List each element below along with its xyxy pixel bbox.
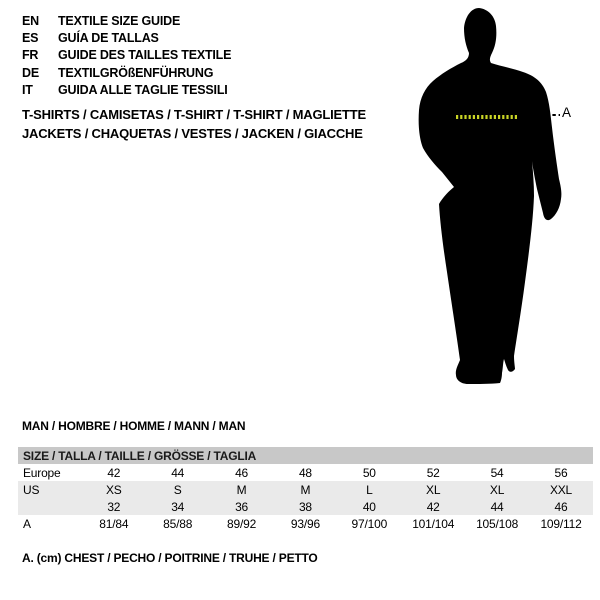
size-table-header: SIZE / TALLA / TAILLE / GRÖSSE / TAGLIA	[18, 447, 593, 464]
table-cell: M	[274, 481, 338, 498]
table-cell: XL	[465, 481, 529, 498]
table-cell: 46	[529, 498, 593, 515]
table-row-chest-a	[18, 515, 593, 532]
table-cell: 44	[171, 465, 185, 480]
size-table-header-row	[18, 447, 593, 464]
table-cell: 93/96	[290, 516, 320, 531]
man-silhouette-body	[419, 8, 562, 384]
language-title: GUÍA DE TALLAS	[58, 31, 159, 46]
man-silhouette	[408, 0, 588, 400]
language-code: DE	[22, 65, 39, 80]
measurement-footnote: A. (cm) CHEST / PECHO / POITRINE / TRUHE / PETTO	[22, 551, 318, 565]
table-cell: 40	[337, 498, 401, 515]
row-label: A	[23, 516, 31, 531]
size-table	[18, 447, 593, 532]
table-cell: 54	[490, 465, 504, 480]
table-cell: 44	[465, 498, 529, 515]
table-cell: 81/84	[99, 516, 129, 531]
table-cell: 36	[210, 498, 274, 515]
table-cell: 38	[274, 498, 338, 515]
table-cell: 48	[298, 465, 312, 480]
table-cell: 105/108	[476, 516, 519, 531]
language-row	[22, 82, 231, 99]
table-cell: 34	[146, 498, 210, 515]
language-code: ES	[22, 31, 39, 46]
category-line-tshirts: T-SHIRTS / CAMISETAS / T-SHIRT / T-SHIRT / MAGLIETTE	[22, 107, 366, 122]
language-title: TEXTILE SIZE GUIDE	[58, 14, 181, 28]
table-cell: 46	[235, 465, 249, 480]
language-title: TEXTILGRÖßENFÜHRUNG	[58, 65, 214, 80]
table-cell: 52	[426, 465, 440, 480]
row-label: Europe	[23, 465, 61, 480]
measure-label-a: A	[562, 105, 572, 120]
language-title: GUIDA ALLE TAGLIE TESSILI	[58, 82, 228, 97]
language-code: EN	[22, 14, 39, 28]
language-legend	[22, 13, 231, 99]
language-row	[22, 47, 231, 64]
table-row-us	[18, 481, 593, 498]
language-code: FR	[22, 48, 39, 63]
language-row	[22, 65, 231, 82]
man-silhouette-figure	[408, 0, 588, 400]
table-cell: S	[146, 481, 210, 498]
table-cell: L	[337, 481, 401, 498]
table-cell: M	[210, 481, 274, 498]
table-cell: 97/100	[351, 516, 388, 531]
table-row-numeric	[18, 498, 593, 515]
table-cell: 109/112	[540, 516, 582, 531]
row-label	[18, 498, 82, 515]
category-lines	[22, 106, 366, 143]
table-cell: XXL	[529, 481, 593, 498]
table-cell: 32	[82, 498, 146, 515]
table-cell: 42	[107, 465, 121, 480]
table-cell: 89/92	[227, 516, 257, 531]
table-cell: XS	[82, 481, 146, 498]
table-cell: 50	[362, 465, 376, 480]
table-cell: 101/104	[412, 516, 455, 531]
table-cell: XL	[401, 481, 465, 498]
language-row	[22, 13, 231, 30]
table-cell: 42	[401, 498, 465, 515]
language-row	[22, 30, 231, 47]
table-row-europe	[18, 464, 593, 481]
row-label: US	[18, 481, 82, 498]
table-cell: 85/88	[163, 516, 193, 531]
language-code: IT	[22, 82, 33, 97]
section-title-man: MAN / HOMBRE / HOMME / MANN / MAN	[22, 419, 246, 433]
table-cell: 56	[554, 465, 568, 480]
language-title: GUIDE DES TAILLES TEXTILE	[58, 48, 232, 63]
category-line-jackets: JACKETS / CHAQUETAS / VESTES / JACKEN / GIACCHE	[22, 125, 363, 141]
